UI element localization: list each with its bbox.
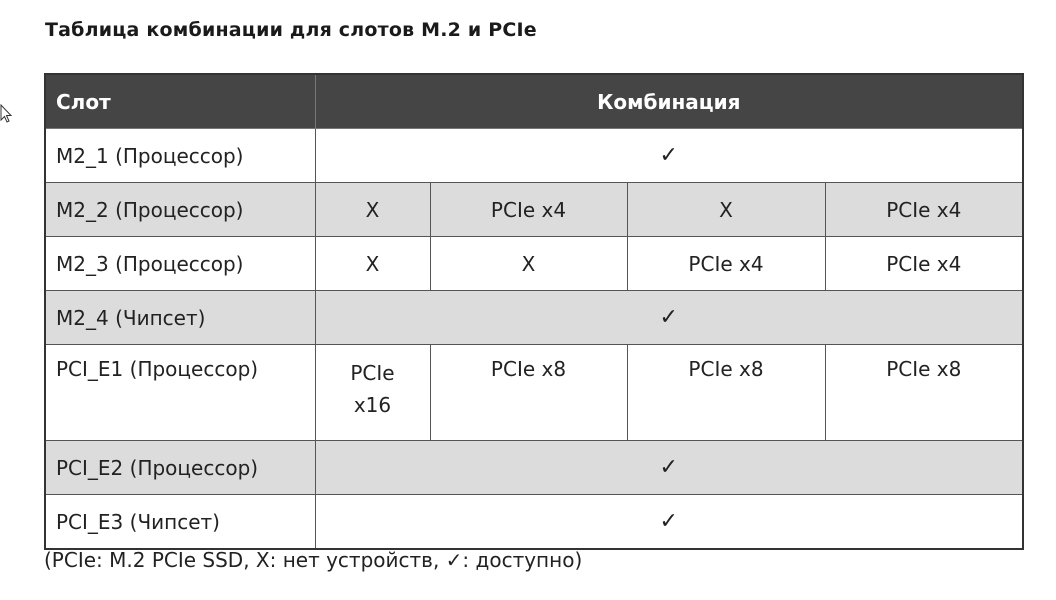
table-row — [45, 183, 1023, 237]
combination-cell — [315, 345, 430, 441]
page-title: Таблица комбинации для слотов M.2 и PCIe — [45, 19, 537, 41]
checkmark-icon: ✓ — [659, 305, 678, 330]
combination-cell: PCIe x4 — [627, 237, 825, 291]
slot-name: M2_4 (Чипсет) — [45, 291, 315, 345]
table-row — [45, 291, 1023, 345]
slot-name: PCI_E1 (Процессор) — [45, 345, 315, 441]
combination-cell: X — [315, 183, 430, 237]
combination-cell: PCIe x8 — [430, 345, 627, 441]
header-slot: Слот — [45, 74, 315, 129]
combination-cell: X — [315, 237, 430, 291]
slot-name: M2_2 (Процессор) — [45, 183, 315, 237]
combination-cell: PCIe x4 — [430, 183, 627, 237]
combination-cell: X — [430, 237, 627, 291]
combination-cell — [315, 129, 1023, 183]
combination-cell — [315, 495, 1023, 550]
combination-value: PCIe x16 — [350, 361, 395, 417]
combination-cell: PCIe x4 — [825, 183, 1023, 237]
table-row — [45, 495, 1023, 550]
combination-cell — [315, 291, 1023, 345]
checkmark-icon: ✓ — [659, 143, 678, 168]
combination-cell: PCIe x8 — [825, 345, 1023, 441]
table-legend: (PCIe: M.2 PCIe SSD, X: нет устройств, ✓: доступно) — [44, 548, 583, 572]
header-combination: Комбинация — [315, 74, 1023, 129]
table-row — [45, 129, 1023, 183]
table-row — [45, 441, 1023, 495]
combination-table — [44, 73, 1024, 550]
checkmark-icon: ✓ — [659, 455, 678, 480]
slot-name: PCI_E2 (Процессор) — [45, 441, 315, 495]
mouse-pointer-icon — [0, 104, 14, 124]
slot-name: M2_3 (Процессор) — [45, 237, 315, 291]
table-row — [45, 237, 1023, 291]
slot-name: PCI_E3 (Чипсет) — [45, 495, 315, 550]
combination-cell: PCIe x8 — [627, 345, 825, 441]
combination-cell: PCIe x4 — [825, 237, 1023, 291]
checkmark-icon: ✓ — [659, 509, 678, 534]
combination-cell: X — [627, 183, 825, 237]
table-header-row — [45, 74, 1023, 129]
slot-name: M2_1 (Процессор) — [45, 129, 315, 183]
table-row — [45, 345, 1023, 441]
combination-cell — [315, 441, 1023, 495]
